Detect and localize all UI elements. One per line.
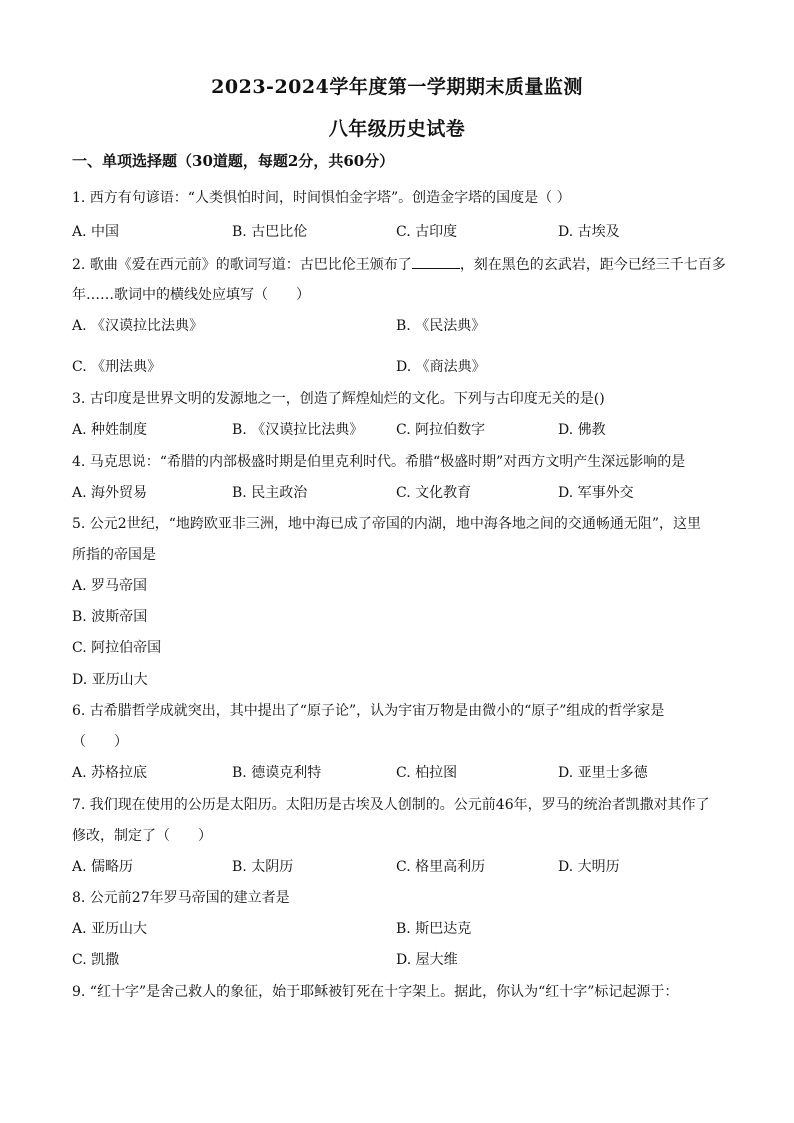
q2-option-d: D. 《商法典》	[396, 359, 486, 375]
q8-option-c: C. 凯撒	[72, 952, 120, 968]
q7-option-d: D. 大明历	[558, 859, 620, 875]
q3-option-d: D. 佛教	[558, 422, 606, 438]
question-8-text: 8. 公元前27年罗马帝国的建立者是	[72, 890, 290, 906]
q1-option-a: A. 中国	[72, 224, 120, 240]
q1-option-b: B. 古巴比伦	[232, 224, 308, 240]
question-7-line-2: 修改，制定了（ ）	[72, 828, 212, 844]
question-3-text: 3. 古印度是世界文明的发源地之一，创造了辉煌灿烂的文化。下列与古印度无关的是()	[72, 391, 605, 407]
q3-option-c: C. 阿拉伯数字	[396, 422, 486, 438]
question-2-line-2: 年……歌词中的横线处应填写（ ）	[72, 287, 310, 303]
q5-option-d: D. 亚历山大	[72, 672, 148, 688]
exam-subtitle: 八年级历史试卷	[328, 118, 466, 140]
q5-option-c: C. 阿拉伯帝国	[72, 640, 162, 656]
question-5-line-1: 5. 公元2世纪，“地跨欧亚非三洲，地中海已成了帝国的内湖，地中海各地之间的交通畅通无阻”，这里	[72, 516, 702, 532]
q6-option-b: B. 德谟克利特	[232, 765, 322, 781]
q2-option-b: B. 《民法典》	[396, 318, 486, 334]
question-5-line-2: 所指的帝国是	[72, 547, 156, 563]
question-2-line-1	[72, 254, 732, 275]
q8-option-d: D. 屋大维	[396, 952, 458, 968]
q4-option-d: D. 军事外交	[558, 485, 634, 501]
q8-option-a: A. 亚历山大	[72, 921, 148, 937]
exam-title: 2023-2024学年度第一学期期末质量监测	[211, 76, 583, 98]
q4-option-c: C. 文化教育	[396, 485, 472, 501]
question-4-text: 4. 马克思说：“希腊的内部极盛时期是伯里克利时代。希腊“极盛时期”对西方文明产生深远影响的是	[72, 454, 686, 470]
q1-option-c: C. 古印度	[396, 224, 458, 240]
q7-option-c: C. 格里高利历	[396, 859, 486, 875]
q2-option-a: A. 《汉谟拉比法典》	[72, 318, 204, 334]
q2-option-c: C. 《刑法典》	[72, 359, 162, 375]
question-1-text: 1. 西方有句谚语：“人类惧怕时间，时间惧怕金字塔”。创造金字塔的国度是（ ）	[72, 190, 571, 206]
q1-option-d: D. 古埃及	[558, 224, 620, 240]
question-9-text: 9. “红十字”是舍己救人的象征，始于耶稣被钉死在十字架上。据此，你认为“红十字”标记起源于：	[72, 984, 679, 1000]
q5-option-a: A. 罗马帝国	[72, 578, 148, 594]
q6-option-d: D. 亚里士多德	[558, 765, 648, 781]
q3-option-a: A. 种姓制度	[72, 422, 148, 438]
q6-option-a: A. 苏格拉底	[72, 765, 148, 781]
fill-in-blank	[412, 254, 460, 269]
q7-option-a: A. 儒略历	[72, 859, 134, 875]
question-7-line-1: 7. 我们现在使用的公历是太阳历。太阳历是古埃及人创制的。公元前46年，罗马的统治者凯撒对其作了	[72, 797, 710, 813]
q5-option-b: B. 波斯帝国	[72, 609, 148, 625]
q4-option-a: A. 海外贸易	[72, 485, 148, 501]
q6-option-c: C. 柏拉图	[396, 765, 458, 781]
q2-text-before-blank: 2. 歌曲《爱在西元前》的歌词写道：古巴比伦王颁布了	[72, 257, 412, 273]
q7-option-b: B. 太阴历	[232, 859, 294, 875]
q8-option-b: B. 斯巴达克	[396, 921, 472, 937]
q2-text-after-blank: ，刻在黑色的玄武岩，距今已经三千七百多	[459, 257, 726, 273]
q4-option-b: B. 民主政治	[232, 485, 308, 501]
question-6-line-2: （ ）	[72, 734, 128, 750]
section-heading: 一、单项选择题（30道题，每题2分，共60分）	[72, 152, 395, 170]
question-6-line-1: 6. 古希腊哲学成就突出，其中提出了“原子论”，认为宇宙万物是由微小的“原子”组成的哲学家是	[72, 703, 665, 719]
q3-option-b: B. 《汉谟拉比法典》	[232, 422, 364, 438]
